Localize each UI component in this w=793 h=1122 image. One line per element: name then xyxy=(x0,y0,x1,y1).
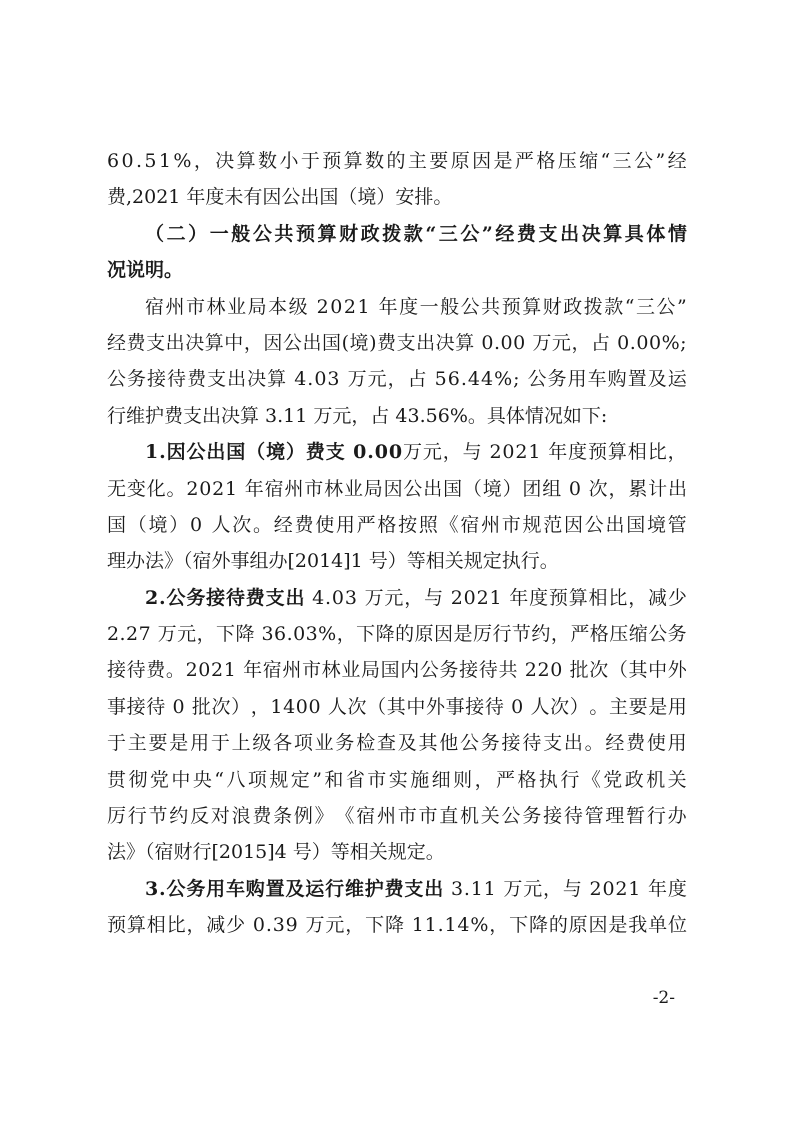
paragraph-line: 无 变 化 。 2 0 2 1 年 宿 州 市 林 业 局 因 公 出 国 （ 境 ） 团 组 0 次 ， 累 计 出 xyxy=(107,477,687,500)
paragraph-line: 理办法》（宿外事组办[2014]1 号）等相关规定执行。 xyxy=(107,550,559,573)
paragraph-line: 3 . 公 务 用 车 购 置 及 运 行 维 护 费 支 出 3 . 1 1 万 元 ， 与 2 0 2 1 年 度 xyxy=(145,877,687,900)
paragraph-line: 国 （ 境 ） 0 人 次 。 经 费 使 用 严 格 按 照 《 宿 州 市 规 范 因 公 出 国 境 管 xyxy=(107,513,687,536)
paragraph-line: 厉 行 节 约 反 对 浪 费 条 例 》 《 宿 州 市 市 直 机 关 公 务 接 待 管 理 暂 行 办 xyxy=(107,805,687,828)
paragraph-line: 行维护费支出决算 3.11 万元，占 43.56%。具体情况如下: xyxy=(107,404,608,427)
section-heading-line: 况说明。 xyxy=(107,259,184,282)
paragraph-line: 经 费 支 出 决 算 中 ， 因 公 出 国 ( 境 ) 费 支 出 决 算 0 . 0 0 万 元 ， 占 0 . 0 0 % ; xyxy=(107,331,687,354)
paragraph-line: 接 待 费 。 2 0 2 1 年 宿 州 市 林 业 局 国 内 公 务 接 待 共 2 2 0 批 次 （ 其 中 外 xyxy=(107,659,687,682)
page-number: -2- xyxy=(652,988,675,1008)
paragraph-line: 贯 彻 党 中 央 “ 八 项 规 定 ” 和 省 市 实 施 细 则 ， 严 格 执 行 《 党 政 机 关 xyxy=(107,768,687,791)
paragraph-line: 2 . 公 务 接 待 费 支 出 4 . 0 3 万 元 ， 与 2 0 2 1 年 度 预 算 相 比 ， 减 少 xyxy=(145,586,687,609)
paragraph-line: 1 . 因 公 出 国 （ 境 ） 费 支 0 . 0 0 万 元 ， 与 2 0 2 1 年 度 预 算 相 比 ， xyxy=(145,441,687,464)
paragraph-line: 事 接 待 0 批 次 ） ， 1 4 0 0 人 次 （ 其 中 外 事 接 待 0 人 次 ） 。 主 要 是 用 xyxy=(107,695,687,718)
paragraph-line: 于 主 要 是 用 于 上 级 各 项 业 务 检 查 及 其 他 公 务 接 待 支 出 。 经 费 使 用 xyxy=(107,732,687,755)
paragraph-line: 宿 州 市 林 业 局 本 级 2 0 2 1 年 度 一 般 公 共 预 算 财 政 拨 款 “ 三 公 ” xyxy=(145,295,687,318)
paragraph-line: 2 . 2 7 万 元 ， 下 降 3 6 . 0 3 % ， 下 降 的 原 因 是 厉 行 节 约 ， 严 格 压 缩 公 务 xyxy=(107,623,687,646)
paragraph-line: 费,2021 年度未有因公出国（境）安排。 xyxy=(107,186,453,209)
section-heading-line: （ 二 ） 一 般 公 共 预 算 财 政 拨 款 “ 三 公 ” 经 费 支 出 决 算 具 体 情 xyxy=(145,222,687,245)
paragraph-line: 预 算 相 比 ， 减 少 0 . 3 9 万 元 ， 下 降 1 1 . 1 4 % ， 下 降 的 原 因 是 我 单 位 xyxy=(107,914,687,937)
paragraph-line: 公 务 接 待 费 支 出 决 算 4 . 0 3 万 元 ， 占 5 6 . 4 4 % ; 公 务 用 车 购 置 及 运 xyxy=(107,368,687,391)
paragraph-line: 法》（宿财行[2015]4 号）等相关规定。 xyxy=(107,841,445,864)
paragraph-line: 6 0 . 5 1 % ， 决 算 数 小 于 预 算 数 的 主 要 原 因 是 严 格 压 缩 “ 三 公 ” 经 xyxy=(107,150,687,172)
document-body xyxy=(107,143,687,944)
